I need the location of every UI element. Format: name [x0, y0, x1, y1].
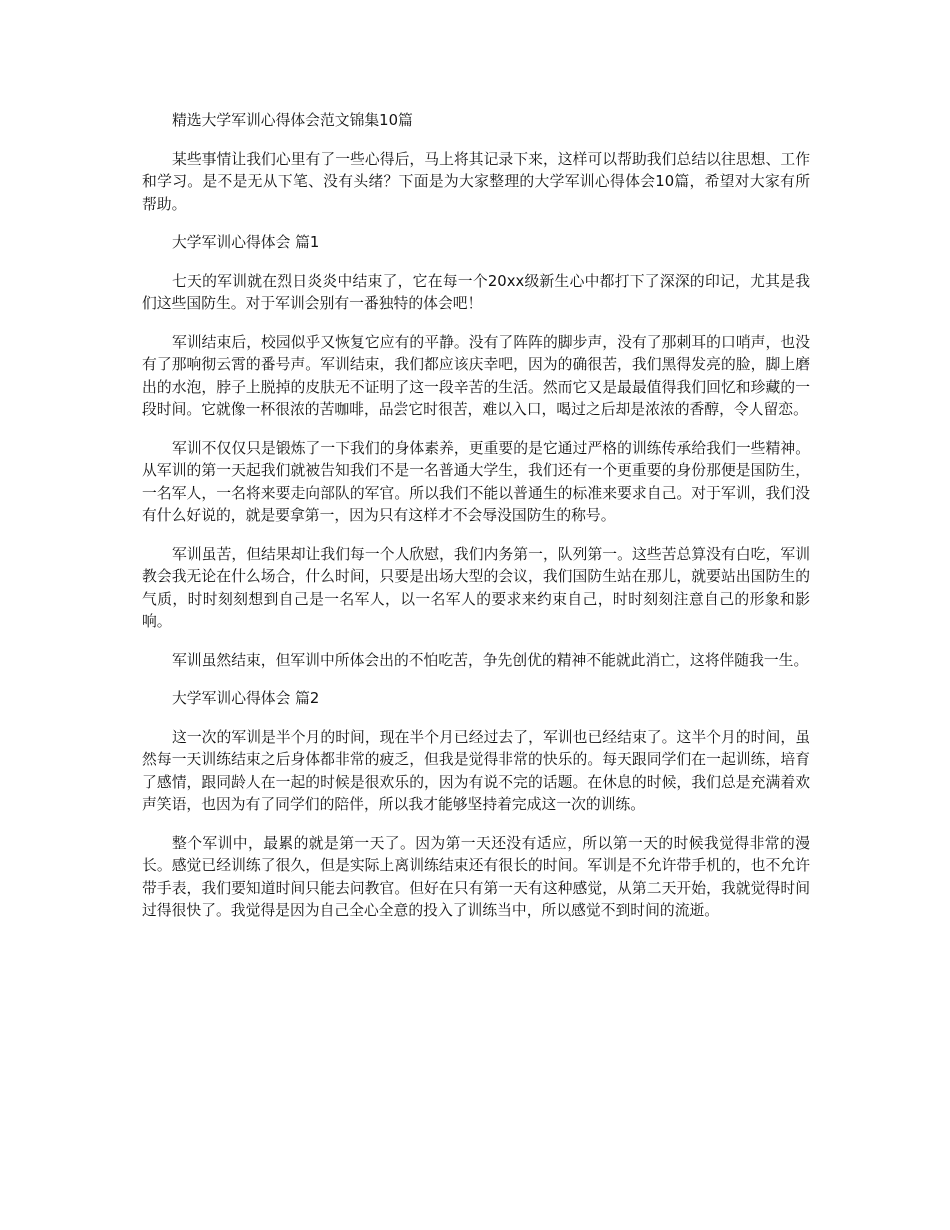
section-heading-2: 大学军训心得体会 篇2: [172, 690, 320, 707]
section-1-paragraph: 军训不仅仅只是锻炼了一下我们的身体素养，更重要的是它通过严格的训练传承给我们一些精神。从军训的第一天起我们就被告知我们不是一名普通大学生，我们还有一个更重要的身份那便是国防生，一名军人，一名将来要走向部队的军官。所以我们不能以普通生的标准来要求自己。对于军训，我们没有什么好说的，就是要拿第一，因为只有这样才不会辱没国防生的称号。: [142, 439, 810, 524]
section-1-paragraph: 七天的军训就在烈日炎炎中结束了，它在每一个20xx级新生心中都打下了深深的印记，尤其是我们这些国防生。对于军训会别有一番独特的体会吧！: [142, 272, 810, 312]
section-2-paragraph: 这一次的军训是半个月的时间，现在半个月已经过去了，军训也已经结束了。这半个月的时间，虽然每一天训练结束之后身体都非常的疲乏，但我是觉得非常的快乐的。每天跟同学们在一起训练，培育了感情，跟同龄人在一起的时候是很欢乐的，因为有说不完的话题。在休息的时候，我们总是充满着欢声笑语，也因为有了同学们的陪伴，所以我才能够坚持着完成这一次的训练。: [142, 728, 810, 813]
document-body: [142, 110, 810, 939]
section-1-paragraph: 军训虽苦，但结果却让我们每一个人欣慰，我们内务第一，队列第一。这些苦总算没有白吃，军训教会我无论在什么场合，什么时间，只要是出场大型的会议，我们国防生站在那儿，就要站出国防生的气质，时时刻刻想到自己是一名军人，以一名军人的要求来约束自己，时时刻刻注意自己的形象和影响。: [142, 545, 810, 630]
section-1-paragraph: 军训虽然结束，但军训中所体会出的不怕吃苦，争先创优的精神不能就此消亡，这将伴随我一生。: [172, 651, 809, 669]
section-2-paragraph: 整个军训中，最累的就是第一天了。因为第一天还没有适应，所以第一天的时候我觉得非常的漫长。感觉已经训练了很久，但是实际上离训练结束还有很长的时间。军训是不允许带手机的，也不允许带手表，我们要知道时间只能去问教官。但好在只有第一天有这种感觉，从第二天开始，我就觉得时间过得很快了。我觉得是因为自己全心全意的投入了训练当中，所以感觉不到时间的流逝。: [142, 834, 810, 919]
section-1-paragraph: 军训结束后，校园似乎又恢复它应有的平静。没有了阵阵的脚步声，没有了那刺耳的口哨声，也没有了那响彻云霄的番号声。军训结束，我们都应该庆幸吧，因为的确很苦，我们黑得发亮的脸，脚上磨出的水泡，脖子上脱掉的皮肤无不证明了这一段辛苦的生活。然而它又是最最值得我们回忆和珍藏的一段时间。它就像一杯很浓的苦咖啡，品尝它时很苦，难以入口，喝过之后却是浓浓的香醇，令人留恋。: [142, 333, 810, 418]
document-title: 精选大学军训心得体会范文锦集10篇: [172, 112, 413, 129]
intro-paragraph: 某些事情让我们心里有了一些心得后，马上将其记录下来，这样可以帮助我们总结以往思想、工作和学习。是不是无从下笔、没有头绪？下面是为大家整理的大学军训心得体会10篇，希望对大家有所帮助。: [142, 150, 810, 213]
section-heading-1: 大学军训心得体会 篇1: [172, 234, 320, 251]
